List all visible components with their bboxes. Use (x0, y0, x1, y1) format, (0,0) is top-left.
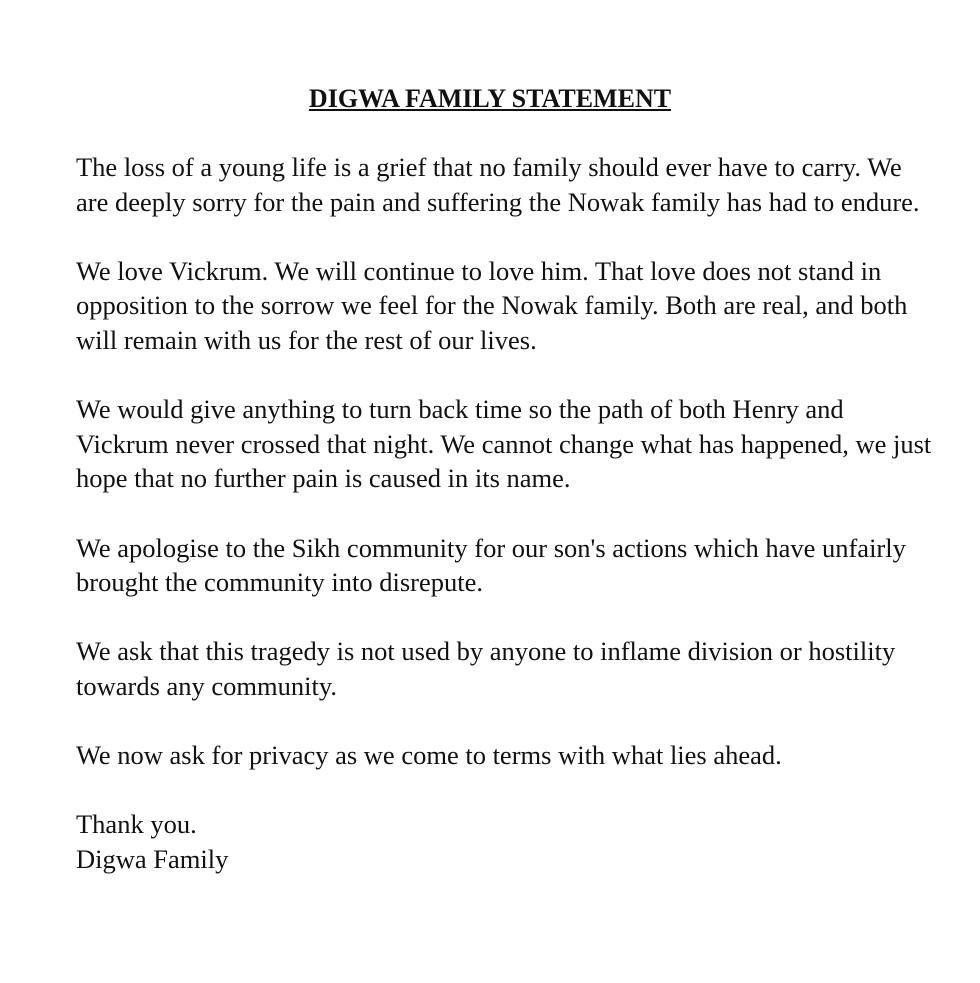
paragraph-privacy: We now ask for privacy as we come to terms with what lies ahead. (76, 740, 782, 771)
paragraph-love: We love Vickrum. We will continue to love him. That love does not stand in opposition to the sorrow we feel for the Nowak family. Both are real, and both will remain with us for the rest of our lives. (76, 255, 908, 355)
statement-document (76, 82, 936, 876)
closing-line: Thank you. (76, 809, 197, 840)
paragraph-apology: We apologise to the Sikh community for our son's actions which have unfairly brought the community into disrepute. (76, 532, 906, 598)
statement-title: DIGWA FAMILY STATEMENT (308, 84, 672, 113)
paragraph-grief: The loss of a young life is a grief that no family should ever have to carry. We are deeply sorry for the pain and suffering the Nowak family has had to endure. (76, 152, 920, 217)
sign-off (76, 807, 936, 876)
paragraph-turn-back-time: We would give anything to turn back time so the path of both Henry and Vickrum never crossed that night. We cannot change what has happened, we just hope that no further pain is caused in its name. (76, 394, 932, 494)
signature: Digwa Family (76, 843, 229, 874)
paragraph-no-division: We ask that this tragedy is not used by anyone to inflame division or hostility towards any community. (76, 636, 896, 701)
